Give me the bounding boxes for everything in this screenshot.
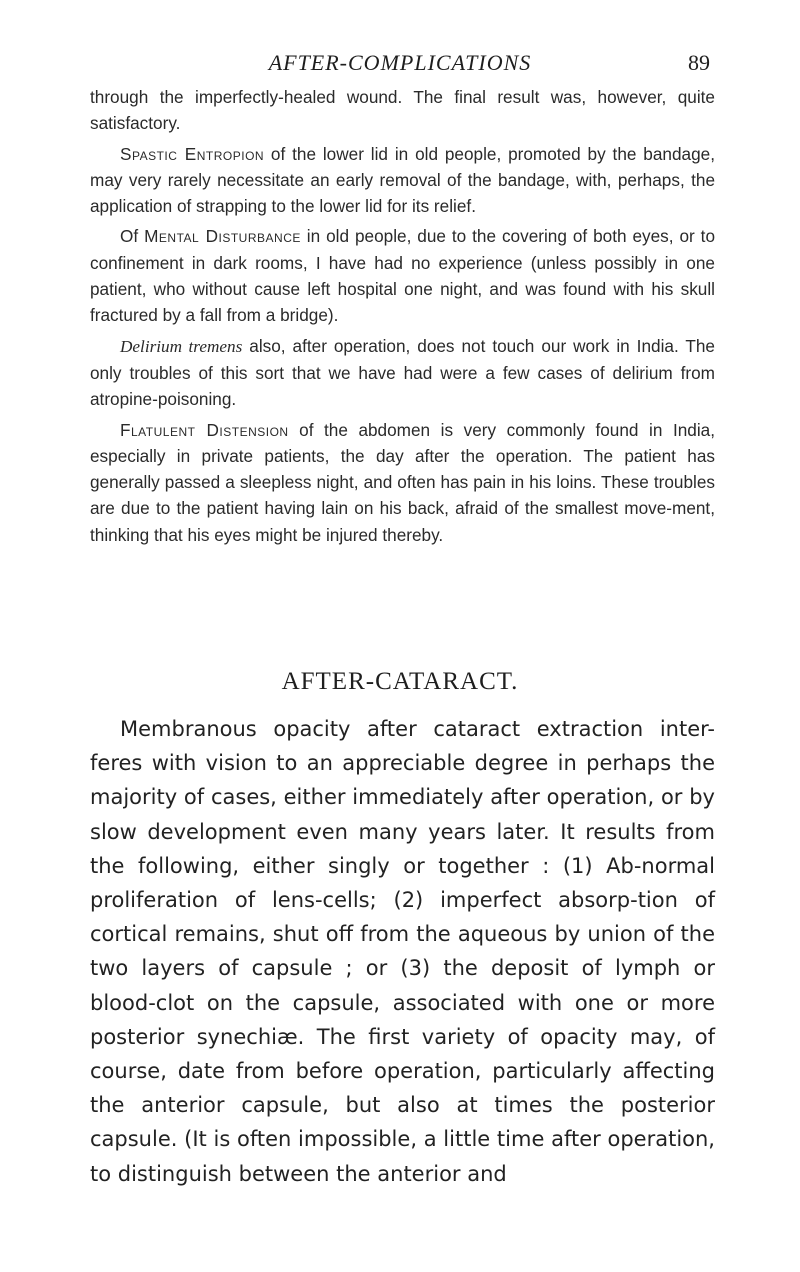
paragraph-lead: Of xyxy=(120,226,145,247)
term-delirium-tremens: Delirium tremens xyxy=(120,336,243,356)
term-spastic-entropion: Spastic Entropion xyxy=(120,143,265,164)
paragraph-continuation xyxy=(90,84,715,137)
paragraph-spastic-entropion xyxy=(90,141,715,220)
paragraph-text: in old people, due to the covering of both eyes, or to confinement in dark rooms, I have had no experience (unless possibly in one patient, who without cause left hospital one night, and was found with his skull fractured by a fall from a bridge). xyxy=(90,226,716,326)
after-cataract-text xyxy=(90,712,715,1191)
running-title: AFTER-COMPLICATIONS xyxy=(268,50,532,75)
page-number: 89 xyxy=(688,50,710,75)
paragraph-flatulent-distension xyxy=(90,417,715,548)
paragraph-text: through the imperfectly-healed wound. The final result was, however, quite satisfactory. xyxy=(90,87,715,134)
running-head xyxy=(90,48,710,78)
paragraph-text: of the lower lid in old people, promoted by the bandage, may very rarely necessitate an early removal of the bandage, with, perhaps, the application of strapping to the lower lid for its relief. xyxy=(90,143,715,217)
term-mental-disturbance: Mental Disturbance xyxy=(144,226,301,247)
complications-text xyxy=(90,84,715,552)
paragraph-delirium xyxy=(90,333,715,413)
paragraph-text: of the abdomen is very commonly found in India, especially in private patients, the day after the operation. The patient has generally passed a sleepless night, and often has pain in his loins. These troubles are due to the patient having lain on his back, afraid of the smallest move-ment, thinking that his eyes might be injured thereby. xyxy=(90,419,715,545)
paragraph-after-cataract: Membranous opacity after cataract extraction inter-feres with vision to an appreciable degree in perhaps the majority of cases, either immediately after operation, or by slow development even many years later. It results from the following, either singly or together : (1) Ab-normal proliferation of lens-cells; (2) imperfect absorp-tion of cortical remains, shut off from the aqueous by union of the two layers of capsule ; or (3) the deposit of lymph or blood-clot on the capsule, associated with one or more posterior synechiæ. The first variety of opacity may, of course, date from before operation, particularly affecting the anterior capsule, but also at times the posterior capsule. (It is often impossible, a little time after operation, to distinguish between the anterior and xyxy=(90,717,715,1186)
section-heading: AFTER-CATARACT. xyxy=(281,668,519,695)
paragraph-text: also, after operation, does not touch our work in India. The only troubles of this sort that we have had were a few cases of delirium from atropine-poisoning. xyxy=(90,335,715,410)
term-flatulent-distension: Flatulent Distension xyxy=(120,419,289,440)
paragraph-mental-disturbance xyxy=(90,223,715,328)
